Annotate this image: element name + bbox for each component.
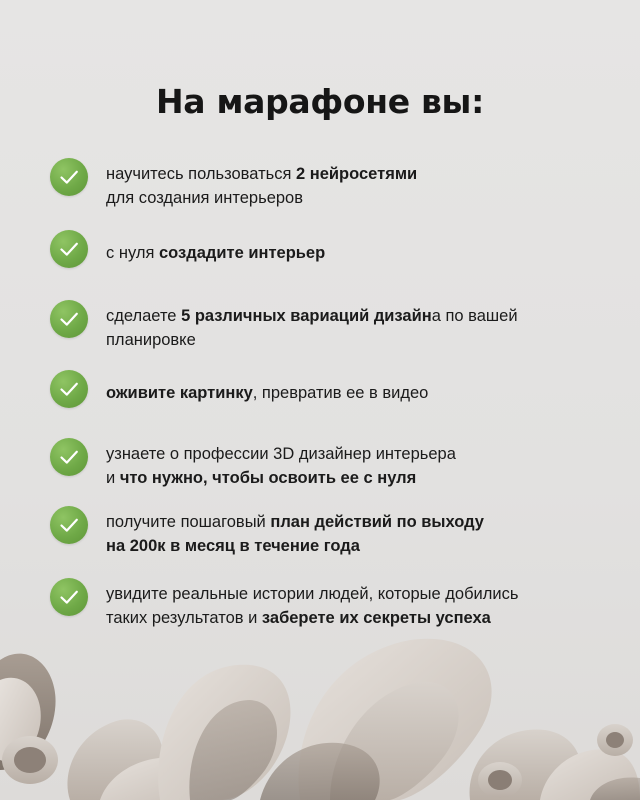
check-circle-icon: [50, 370, 88, 408]
benefit-text-line: [106, 162, 606, 186]
benefit-phrase: увидите реальные истории людей, которые добились: [106, 585, 519, 603]
check-circle-icon: [50, 506, 88, 544]
benefit-item: [50, 300, 610, 350]
benefit-item: [50, 158, 610, 208]
check-circle-icon: [50, 438, 88, 476]
benefit-phrase: а по вашей: [431, 307, 518, 325]
benefit-highlight: что нужно, чтобы освоить ее с нуля: [119, 469, 417, 487]
benefit-text: [106, 442, 606, 490]
benefit-text: [106, 162, 606, 210]
benefit-phrase: научитесь пользоваться: [106, 165, 296, 183]
benefit-text-line: [106, 241, 606, 265]
benefit-phrase: получите пошаговый: [106, 513, 271, 531]
benefit-highlight: оживите картинку: [106, 384, 253, 402]
benefit-text-line: [106, 510, 606, 534]
benefit-text-line: [106, 186, 606, 210]
benefit-text: [106, 304, 606, 352]
benefit-item: [50, 506, 610, 556]
benefit-text-line: [106, 381, 606, 405]
benefit-highlight: 2 нейросетями: [296, 165, 418, 183]
check-circle-icon: [50, 158, 88, 196]
benefit-item: [50, 230, 610, 280]
benefit-text: [106, 241, 606, 265]
benefit-phrase: сделаете: [106, 307, 182, 325]
benefit-highlight: на 200к в месяц в течение года: [106, 537, 360, 555]
check-circle-icon: [50, 578, 88, 616]
benefit-phrase: узнаете о профессии 3D дизайнер интерьера: [106, 445, 456, 463]
benefit-highlight: создадите интерьер: [158, 244, 326, 262]
benefit-text-line: [106, 466, 606, 490]
benefit-text-line: [106, 582, 606, 606]
benefit-phrase: таких результатов и: [106, 609, 262, 627]
page-title: На марафоне вы:: [155, 82, 484, 121]
benefit-text-line: [106, 534, 606, 558]
check-circle-icon: [50, 230, 88, 268]
check-circle-icon: [50, 300, 88, 338]
benefit-highlight: план действий по выходу: [270, 513, 484, 531]
benefit-item: [50, 370, 610, 420]
benefit-phrase: для создания интерьеров: [106, 189, 304, 207]
benefit-highlight: 5 различных вариаций дизайн: [181, 307, 432, 325]
benefit-phrase: и: [106, 469, 120, 487]
benefit-phrase: планировке: [106, 331, 196, 349]
benefit-highlight: заберете их секреты успеха: [261, 609, 491, 627]
benefit-text: [106, 381, 606, 405]
benefit-text-line: [106, 304, 606, 328]
benefit-text-line: [106, 442, 606, 466]
decorative-sculpture-image: [0, 620, 640, 800]
benefit-item: [50, 438, 610, 488]
benefit-text-line: [106, 328, 606, 352]
benefit-phrase: , превратив ее в видео: [252, 384, 429, 402]
benefit-phrase: с нуля: [106, 244, 159, 262]
benefit-text: [106, 510, 606, 558]
